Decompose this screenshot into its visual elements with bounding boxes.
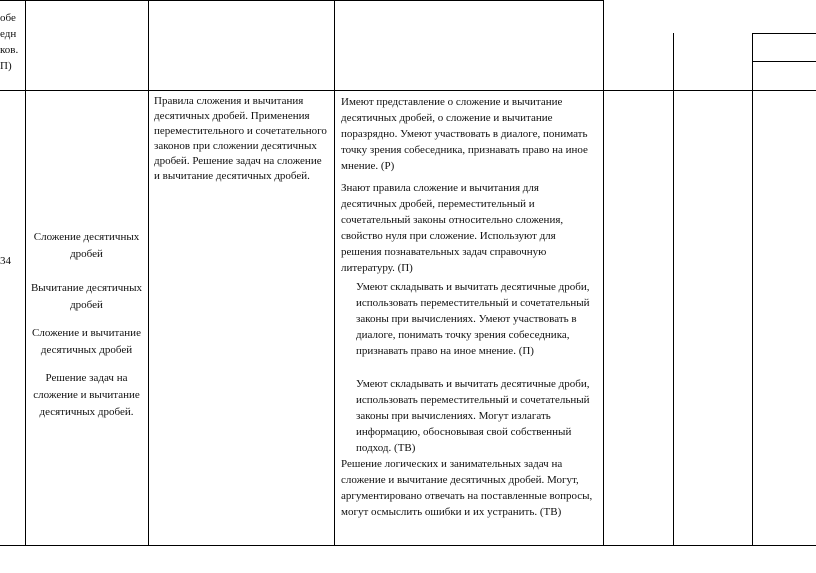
header-fragment-line: ков. <box>0 44 19 56</box>
table-top-border <box>0 0 603 1</box>
column-border-1 <box>25 0 26 546</box>
outcome-item: Знают правила сложение и вычитания для десятичных дробей, переместительный и сочетательный законы относительно сложения, свойство нуля при сложение. Используют для решения познавательных задач справочную литературу. (П) <box>341 182 564 274</box>
lesson-content: Правила сложения и вычитания десятичных дробей. Применения переместительного и сочетательного законов при сложении десятичных дробей. Решение задач на сложение и вычитание десятичных дробей. <box>154 95 327 182</box>
topic-item: Сложение и вычитание десятичных дробей <box>32 327 141 356</box>
topic-list <box>29 229 144 421</box>
header-row-bottom-border <box>0 90 816 91</box>
header-fragment <box>0 10 24 74</box>
outcome-item: Умеют складывать и вычитать десятичные дроби, использовать переместительный и сочетательный законы при вычислениях. Могут излагать информацию, обосновывая свой собственный подход. (ТВ) <box>356 378 590 454</box>
right-cell-divider-2 <box>752 61 816 62</box>
column-border-6 <box>752 33 753 546</box>
topic-item: Сложение десятичных дробей <box>33 231 140 260</box>
column-border-2 <box>148 0 149 546</box>
lesson-number: 34 <box>0 255 11 267</box>
outcome-item: Имеют представление о сложение и вычитание десятичных дробей, о сложение и вычитание поразрядно. Умеют участвовать в диалоге, понимать точку зрения собеседника, признавать право на иное мнение. (Р) <box>341 96 588 172</box>
header-fragment-line: обе <box>0 12 16 24</box>
topic-item: Вычитание десятичных дробей <box>30 282 143 311</box>
header-fragment-line: едн <box>0 28 17 40</box>
right-cell-divider-1 <box>752 33 816 34</box>
topic-item: Решение задач на сложение и вычитание десятичных дробей. <box>33 372 140 418</box>
column-border-3 <box>334 0 335 546</box>
outcome-item: Решение логических и занимательных задач на сложение и вычитание десятичных дробей. Могут, аргументировано отвечать на поставленные вопросы, могут осмыслить ошибки и их устранить. (ТВ) <box>341 458 593 518</box>
column-border-4 <box>603 0 604 546</box>
outcome-item: Умеют складывать и вычитать десятичные дроби, использовать переместительный и сочетательный законы при вычислениях. Умеют участвовать в диалоге, понимать точку зрения собеседника, признавать право на иное мнение. (П) <box>356 281 590 357</box>
table-bottom-border <box>0 545 816 546</box>
column-border-5 <box>673 33 674 546</box>
header-fragment-line: П) <box>0 60 12 72</box>
